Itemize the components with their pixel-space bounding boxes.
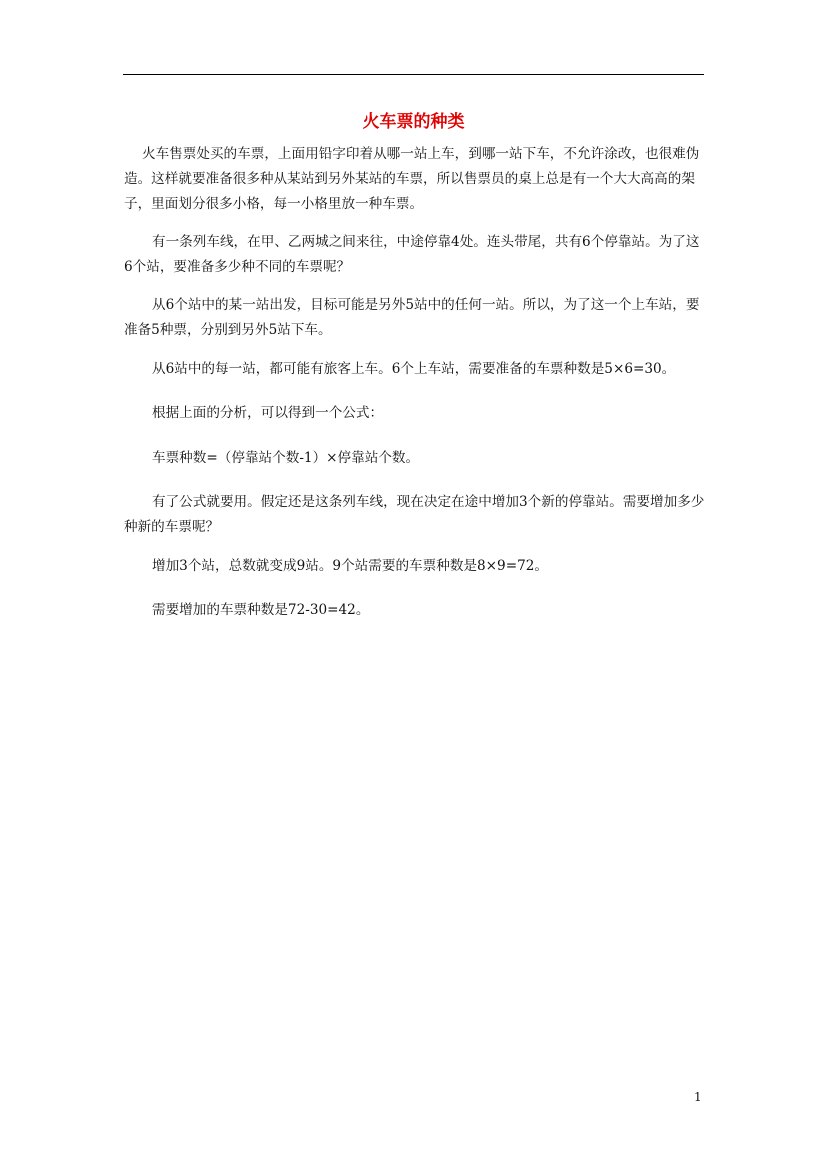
paragraph-answer: 需要增加的车票种数是72-30=42。 — [152, 602, 370, 618]
document-title: 火车票的种类 — [362, 112, 465, 132]
page-number: 1 — [694, 1090, 702, 1104]
paragraph-formula: 车票种数=（停靠站个数-1）×停靠站个数。 — [152, 450, 420, 466]
paragraph-one-station: 从6个站中的某一站出发，目标可能是另外5站中的任何一站。所以，为了这一个上车站，要准备5种票，分别到另外5站下车。 — [124, 297, 700, 338]
paragraph-problem: 有一条列车线，在甲、乙两城之间来往，中途停靠4处。连头带尾，共有6个停靠站。为了这6个站，要准备多少种不同的车票呢？ — [124, 234, 700, 275]
paragraph-new-problem: 有了公式就要用。假定还是这条列车线，现在决定在途中增加3个新的停靠站。需要增加多少种新的车票呢？ — [124, 494, 705, 535]
paragraph-intro: 火车售票处买的车票，上面用铅字印着从哪一站上车，到哪一站下车，不允许涂改，也很难伪造。这样就要准备很多种从某站到另外某站的车票，所以售票员的桌上总是有一个大大高高的架子，里面划分很多小格，每一小格里放一种车票。 — [124, 146, 700, 212]
paragraph-new-total: 增加3个站，总数就变成9站。9个站需要的车票种数是8×9=72。 — [152, 558, 548, 574]
paragraph-formula-intro: 根据上面的分析，可以得到一个公式： — [152, 405, 384, 421]
header-rule — [123, 74, 704, 75]
paragraph-all-stations: 从6站中的每一站，都可能有旅客上车。6个上车站，需要准备的车票种数是5×6=30。 — [152, 361, 676, 377]
